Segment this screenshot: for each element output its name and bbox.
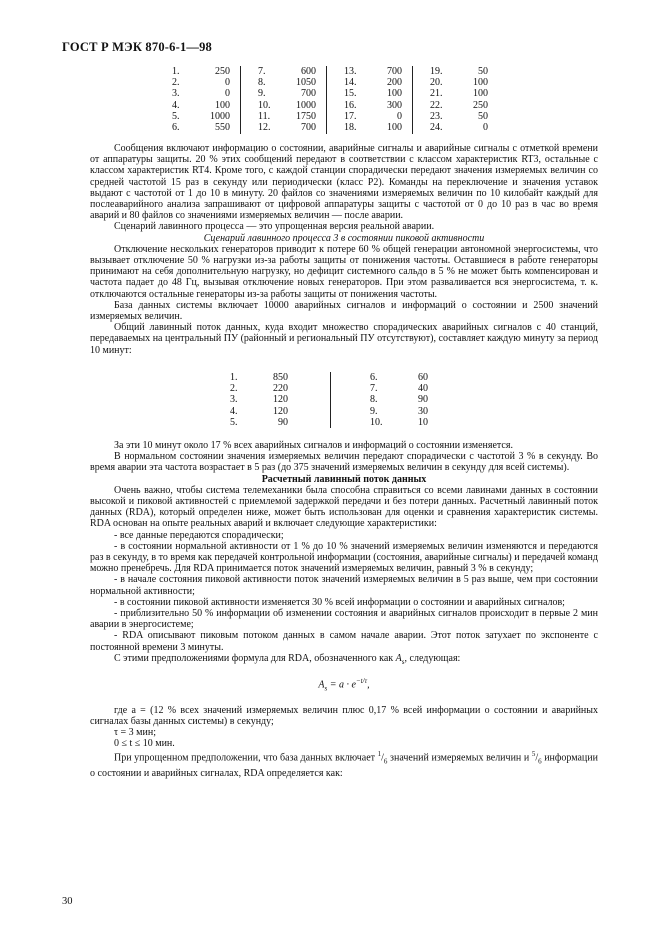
table-row: [344, 88, 402, 99]
row-number: 21.: [430, 88, 443, 100]
row-value: 120: [273, 405, 288, 417]
paragraph: Отключение нескольких генераторов приводит к потере 60 % общей генерации автономной энергосистемы, что вызывает отключение 50 % нагрузки из-за работы защиты от понижения частоты. Оставшиеся в работе генераторы принимают на себя дополнительную нагрузку, но дефицит системного сальдо в 5 % не может быть компенсирован и частота падает до 48 Гц, вызывая отключение новых генераторов. При этом разваливается вся энергосистема, т. к. отключаются остальные генераторы из-за работы защиты от понижения частоты.: [90, 243, 598, 300]
row-value: 100: [387, 121, 402, 133]
table-divider: [330, 372, 331, 428]
row-value: 0: [225, 88, 230, 100]
row-value: 0: [397, 110, 402, 122]
row-number: 9.: [258, 88, 266, 100]
row-value: 1000: [296, 99, 316, 111]
text-run: значений измеряемых величин и: [387, 752, 532, 764]
table-1-column: [258, 66, 316, 133]
row-number: 22.: [430, 99, 443, 111]
table-row: [370, 383, 428, 394]
row-number: 10.: [258, 99, 271, 111]
table-row: [430, 111, 488, 122]
formula-lhs: A: [318, 679, 325, 691]
fraction-denominator: 6: [383, 757, 388, 766]
row-value: 1050: [296, 77, 316, 89]
table-2-column: [230, 372, 288, 428]
table-row: [370, 406, 428, 417]
table-row: [344, 77, 402, 88]
row-number: 4.: [230, 405, 238, 417]
table-divider: [326, 66, 327, 134]
table-row: [230, 383, 288, 394]
table-row: [430, 122, 488, 133]
table-row: [230, 394, 288, 405]
table-row: [258, 88, 316, 99]
table-1: [172, 66, 502, 134]
body-bottom: [90, 440, 598, 779]
row-value: 100: [215, 99, 230, 111]
row-number: 23.: [430, 110, 443, 122]
table-row: [172, 88, 230, 99]
row-value: 700: [301, 88, 316, 100]
table-row: [172, 122, 230, 133]
row-number: 14.: [344, 77, 357, 89]
row-number: 12.: [258, 121, 271, 133]
row-value: 100: [473, 88, 488, 100]
row-number: 6.: [370, 372, 378, 383]
row-value: 550: [215, 121, 230, 133]
row-value: 250: [473, 99, 488, 111]
fraction-numerator: 1: [377, 750, 382, 759]
formula-exponent: −t/τ: [355, 677, 368, 686]
text-run: С этими предположениями формула для RDA, обозначенного как: [114, 652, 396, 664]
paragraph: Общий лавинный поток данных, куда входит множество спорадических аварийных сигналов с 40 станций, передаваемых на центральный ПУ (районный и региональный ПУ отсутствуют), составляет каждую минуту за период 10 минут:: [90, 322, 598, 356]
row-value: 850: [273, 372, 288, 383]
paragraph: Очень важно, чтобы система телемеханики была способна справиться со всеми лавинами данных в состоянии высокой и пиковой активностей с приемлемой задержкой передачи и без потери данных. Расчетный лавинный поток данных (RDA), который определен ниже, может быть использован для оценки и сравнения характеристик системы. RDA основан на опыте реальных аварий и включает следующие характеристики:: [90, 484, 598, 530]
row-value: 700: [301, 121, 316, 133]
row-value: 250: [215, 66, 230, 77]
paragraph: За эти 10 минут около 17 % всех аварийных сигналов и информаций о состоянии изменяется.: [114, 440, 513, 451]
list-item: - RDA описывают пиковым потоком данных в самом начале аварии. Этот поток затухает по экспоненте с постоянной времени 3 минуты.: [90, 630, 598, 653]
table-2: [230, 372, 430, 428]
row-value: 50: [478, 66, 488, 77]
row-value: 90: [418, 394, 428, 406]
table-row: [430, 66, 488, 77]
row-value: 200: [387, 77, 402, 89]
row-number: 24.: [430, 121, 443, 133]
paragraph: В нормальном состоянии значения измеряемых величин передают спорадически с частотой 3 % в секунду. Во время аварии эта частота возрастает в 5 раз (до 375 значений измеряемых величин в секунду для всей системы).: [90, 451, 598, 474]
table-2-column: [370, 372, 428, 428]
paragraph: База данных системы включает 10000 аварийных сигналов и информаций о состоянии и 2500 значений измеряемых величин.: [90, 299, 598, 323]
row-number: 17.: [344, 110, 357, 122]
row-number: 13.: [344, 66, 357, 77]
table-row: [370, 372, 428, 383]
row-number: 8.: [370, 394, 378, 406]
row-number: 16.: [344, 99, 357, 111]
list-item: - в начале состояния пиковой активности поток значений измеряемых величин в 5 раз выше, чем при состоянии нормальной активности;: [90, 574, 598, 597]
row-number: 3.: [172, 88, 180, 100]
row-value: 90: [278, 416, 288, 428]
paragraph: где a = (12 % всех значений измеряемых величин плюс 0,17 % всей информации о состоянии и аварийных сигналах базы данных системы) в секунду;: [90, 704, 598, 727]
paragraph: При упрощенном предположении, что база данных включает $^1/_6$ значений измеряемых величин и $^5/_6$ информации о состоянии и аварийных сигналах, RDA определяется как:: [90, 750, 598, 779]
row-value: 1750: [296, 110, 316, 122]
fraction-numerator: 5: [531, 750, 536, 759]
row-value: 600: [301, 66, 316, 77]
body-top: [90, 143, 598, 356]
row-value: 50: [478, 110, 488, 122]
row-number: 20.: [430, 77, 443, 89]
row-value: 120: [273, 394, 288, 406]
row-value: 100: [473, 77, 488, 89]
formula-end: ,: [367, 679, 370, 691]
formula-subscript: s: [324, 684, 328, 693]
table-1-column: [172, 66, 230, 133]
row-number: 18.: [344, 121, 357, 133]
row-value: 60: [418, 372, 428, 383]
table-row: [344, 122, 402, 133]
table-row: [430, 100, 488, 111]
table-row: [230, 417, 288, 428]
table-row: [344, 100, 402, 111]
table-row: [344, 111, 402, 122]
list-item: - в состоянии нормальной активности от 1 % до 10 % значений измеряемых величин изменяются и передаются раз в секунду, в то время как передачей контрольной информации (состояния, аварийные сигналы) и передачей команд можно пренебречь. Для RDA принимается поток значений измеряемых величин, равный 3 % в секунду;: [90, 540, 598, 575]
table-divider: [240, 66, 241, 134]
table-row: [172, 77, 230, 88]
section-subheading: Сценарий лавинного процесса 3 в состоянии пиковой активности: [203, 232, 485, 244]
paragraph: Сценарий лавинного процесса — это упрощенная версия реальной аварии.: [114, 221, 435, 233]
page-number: 30: [62, 896, 73, 907]
row-value: 30: [418, 405, 428, 417]
section-heading: Расчетный лавинный поток данных: [261, 473, 427, 485]
row-number: 2.: [172, 77, 180, 89]
table-row: [230, 406, 288, 417]
row-number: 2.: [230, 383, 238, 395]
row-value: 300: [387, 99, 402, 111]
table-1-column: [430, 66, 488, 133]
subscript: s: [401, 657, 405, 666]
table-row: [370, 394, 428, 405]
paragraph: [90, 653, 598, 668]
table-row: [230, 372, 288, 383]
row-value: 700: [387, 66, 402, 77]
row-value: 0: [483, 121, 488, 133]
formula: [90, 676, 598, 695]
table-row: [172, 100, 230, 111]
row-value: 1000: [210, 110, 230, 122]
table-row: [430, 88, 488, 99]
row-number: 9.: [370, 405, 378, 417]
table-row: [172, 66, 230, 77]
table-row: [344, 66, 402, 77]
table-row: [172, 111, 230, 122]
table-row: [258, 66, 316, 77]
row-number: 11.: [258, 110, 271, 122]
table-row: [258, 77, 316, 88]
row-value: 10: [418, 416, 428, 428]
table-row: [430, 77, 488, 88]
row-number: 19.: [430, 66, 443, 77]
row-number: 5.: [230, 416, 238, 428]
row-number: 7.: [370, 383, 378, 395]
table-row: [258, 122, 316, 133]
row-number: 3.: [230, 394, 238, 406]
table-row: [258, 111, 316, 122]
row-number: 8.: [258, 77, 266, 89]
row-number: 1.: [230, 372, 238, 383]
text-run: информации о состоянии и аварийных сигналах, RDA определяется как:: [90, 752, 598, 779]
row-number: 10.: [370, 416, 383, 428]
symbol: A: [395, 652, 402, 664]
text-run: , следующая:: [404, 652, 461, 664]
list-item: - все данные передаются спорадически;: [114, 529, 284, 541]
paragraph: Сообщения включают информацию о состоянии, аварийные сигналы и аварийные сигналы с отметкой времени от аппаратуры защиты. 20 % этих сообщений передают в соответствии с классом характеристик RT3, остальные с классом характеристик RT4. Кроме того, с каждой станции спорадически передают значения измеряемых величин со средней частотой 15 раз в секунду или периодически (класс P2). Команды на переключение и значения уставок выдают с частотой от 1 до 10 в минуту. 20 файлов со значениями измеряемых величин по 10 килобайт каждый для послеаварийного анализа запрашивают от цифровой аппаратуры защиты с частотой от 0 до 10 раз в час во время аварий и 80 файлов со значениями измеряемых величин — после аварии.: [90, 143, 598, 222]
formula-rhs: = a · e: [327, 679, 356, 691]
row-number: 4.: [172, 99, 180, 111]
text-run: При упрощенном предположении, что база данных включает: [114, 752, 378, 764]
table-divider: [412, 66, 413, 134]
fraction-denominator: 6: [538, 757, 542, 766]
row-number: 5.: [172, 110, 180, 122]
row-value: 220: [273, 383, 288, 395]
list-item: - приблизительно 50 % информации об изменении состояния и аварийных сигналов происходит в первые 2 мин аварии в энергосистеме;: [90, 608, 598, 631]
table-row: [258, 100, 316, 111]
row-value: 40: [418, 383, 428, 395]
row-number: 6.: [172, 121, 180, 133]
row-value: 0: [225, 77, 230, 89]
paragraph: 0 ≤ t ≤ 10 мин.: [114, 738, 175, 750]
list-item: - в состоянии пиковой активности изменяется 30 % всей информации о состоянии и аварийных сигналов;: [114, 596, 565, 608]
row-value: 100: [387, 88, 402, 100]
row-number: 1.: [172, 66, 180, 77]
table-row: [370, 417, 428, 428]
paragraph: τ = 3 мин;: [114, 727, 156, 738]
row-number: 7.: [258, 66, 266, 77]
table-1-column: [344, 66, 402, 133]
page-header: ГОСТ Р МЭК 870-6-1—98: [62, 40, 213, 54]
row-number: 15.: [344, 88, 357, 100]
